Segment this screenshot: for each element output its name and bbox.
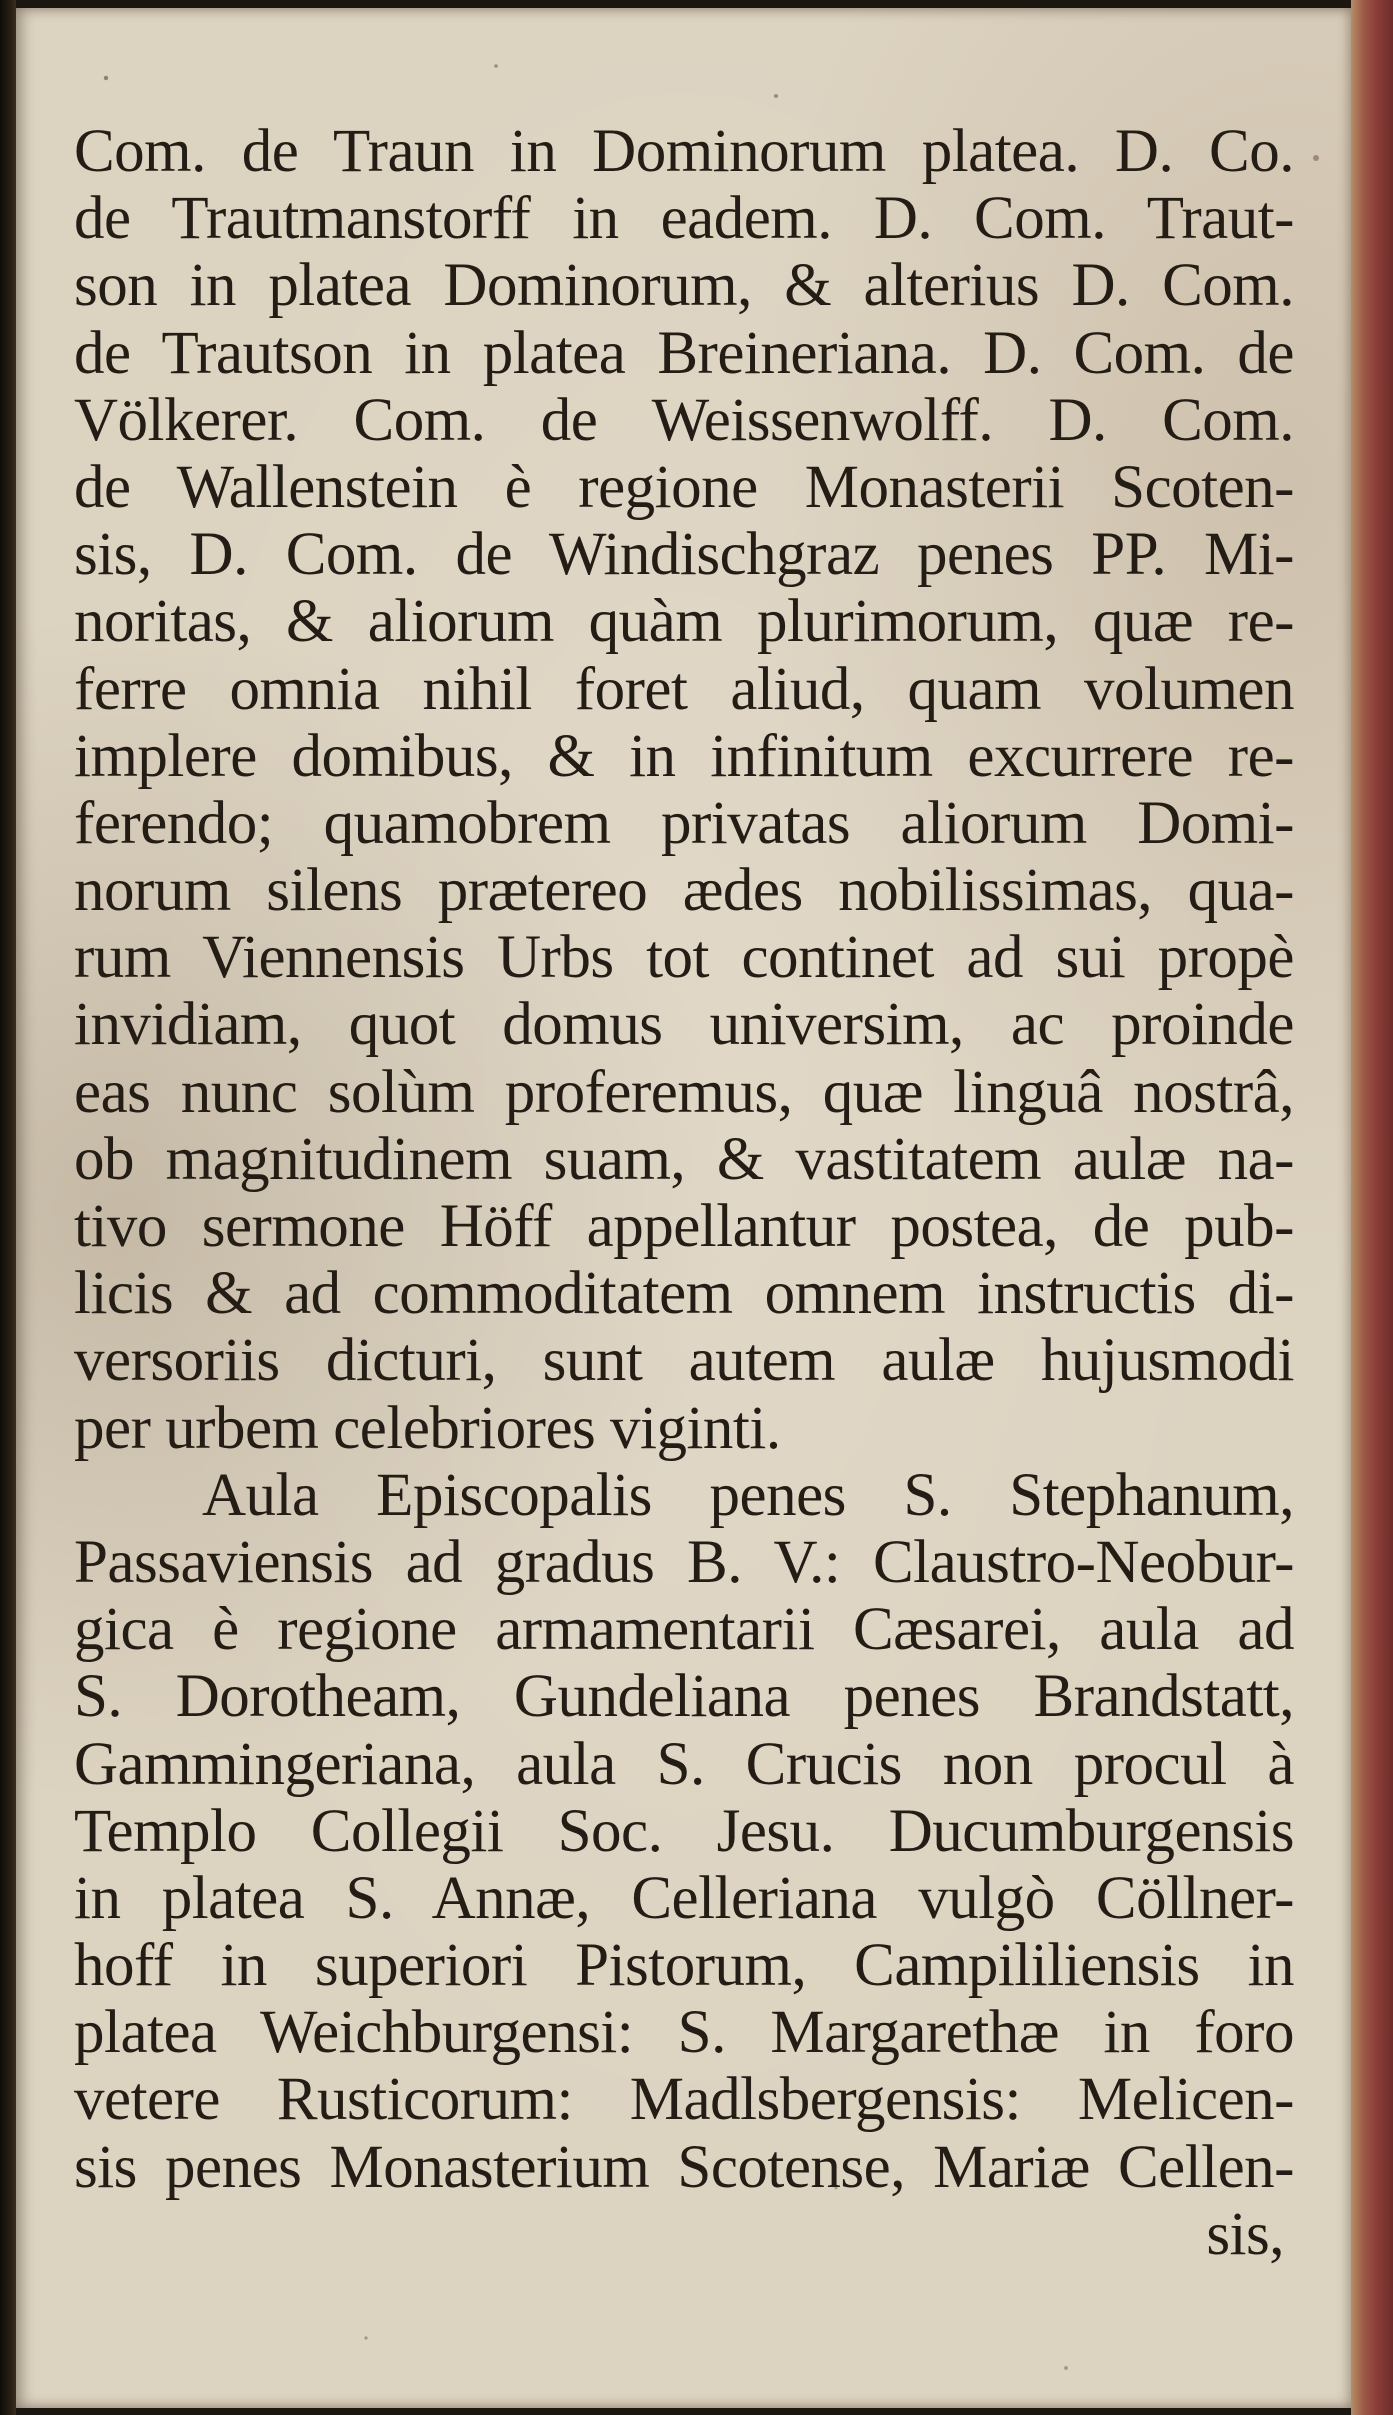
text-line-30: vetere Rusticorum: Madlsbergensis: Melicen- bbox=[74, 2066, 1294, 2134]
text-line-29: platea Weichburgensi: S. Margarethæ in foro bbox=[74, 1999, 1294, 2067]
text-line-12: norum silens prætereo ædes nobilissimas, qua- bbox=[74, 857, 1294, 925]
text-line-13: rum Viennensis Urbs tot continet ad sui propè bbox=[74, 924, 1294, 992]
text-line-9: ferre omnia nihil foret aliud, quam volumen bbox=[74, 655, 1294, 723]
text-line-19: versoriis dicturi, sunt autem aulæ hujusmodi bbox=[74, 1327, 1294, 1395]
text-line-31: sis penes Monasterium Scotense, Mariæ Cellen- bbox=[74, 2133, 1294, 2201]
text-line-20: per urbem celebriores viginti. bbox=[74, 1394, 781, 1462]
text-line-6: de Wallenstein è regione Monasterii Scoten- bbox=[74, 453, 1294, 521]
text-line-27: in platea S. Annæ, Celleriana vulgò Cöllner- bbox=[74, 1864, 1294, 1932]
book-gutter-shadow bbox=[0, 0, 16, 2415]
text-line-26: Templo Collegii Soc. Jesu. Ducumburgensis bbox=[74, 1797, 1294, 1865]
text-line-25: Gammingeriana, aula S. Crucis non procul à bbox=[74, 1730, 1294, 1798]
text-line-11: ferendo; quamobrem privatas aliorum Domi- bbox=[74, 789, 1294, 857]
text-line-23: gica è regione armamentarii Cæsarei, aula ad bbox=[74, 1596, 1294, 1664]
book-fore-edge bbox=[1351, 0, 1393, 2415]
text-line-15: eas nunc solùm proferemus, quæ linguâ nostrâ, bbox=[74, 1058, 1294, 1126]
text-line-8: noritas, & aliorum quàm plurimorum, quæ re- bbox=[74, 588, 1294, 656]
catchword: sis, bbox=[1206, 2200, 1284, 2268]
text-line-18: licis & ad commoditatem omnem instructis di- bbox=[74, 1260, 1294, 1328]
text-line-5: Völkerer. Com. de Weissenwolff. D. Com. bbox=[74, 386, 1294, 454]
text-line-14: invidiam, quot domus universim, ac proinde bbox=[74, 991, 1294, 1059]
text-line-28: hoff in superiori Pistorum, Campililiensis in bbox=[74, 1932, 1294, 2000]
text-line-4: de Trautson in platea Breineriana. D. Com. de bbox=[74, 319, 1294, 387]
text-line-24: S. Dorotheam, Gundeliana penes Brandstatt, bbox=[74, 1663, 1294, 1731]
page-text bbox=[74, 118, 1294, 2268]
text-line-1: Com. de Traun in Dominorum platea. D. Co. bbox=[74, 118, 1294, 185]
text-line-10: implere domibus, & in infinitum excurrere re- bbox=[74, 722, 1294, 790]
book-page bbox=[16, 8, 1351, 2408]
text-line-7: sis, D. Com. de Windischgraz penes PP. Mi- bbox=[74, 521, 1294, 589]
text-line-2: de Trautmanstorff in eadem. D. Com. Traut- bbox=[74, 185, 1294, 253]
text-line-21: Aula Episcopalis penes S. Stephanum, bbox=[202, 1461, 1294, 1529]
text-line-16: ob magnitudinem suam, & vastitatem aulæ na- bbox=[74, 1125, 1294, 1193]
text-line-22: Passaviensis ad gradus B. V.: Claustro-Neobur- bbox=[74, 1528, 1294, 1596]
text-line-17: tivo sermone Höff appellantur postea, de pub- bbox=[74, 1193, 1294, 1260]
text-line-3: son in platea Dominorum, & alterius D. Com. bbox=[74, 252, 1294, 320]
